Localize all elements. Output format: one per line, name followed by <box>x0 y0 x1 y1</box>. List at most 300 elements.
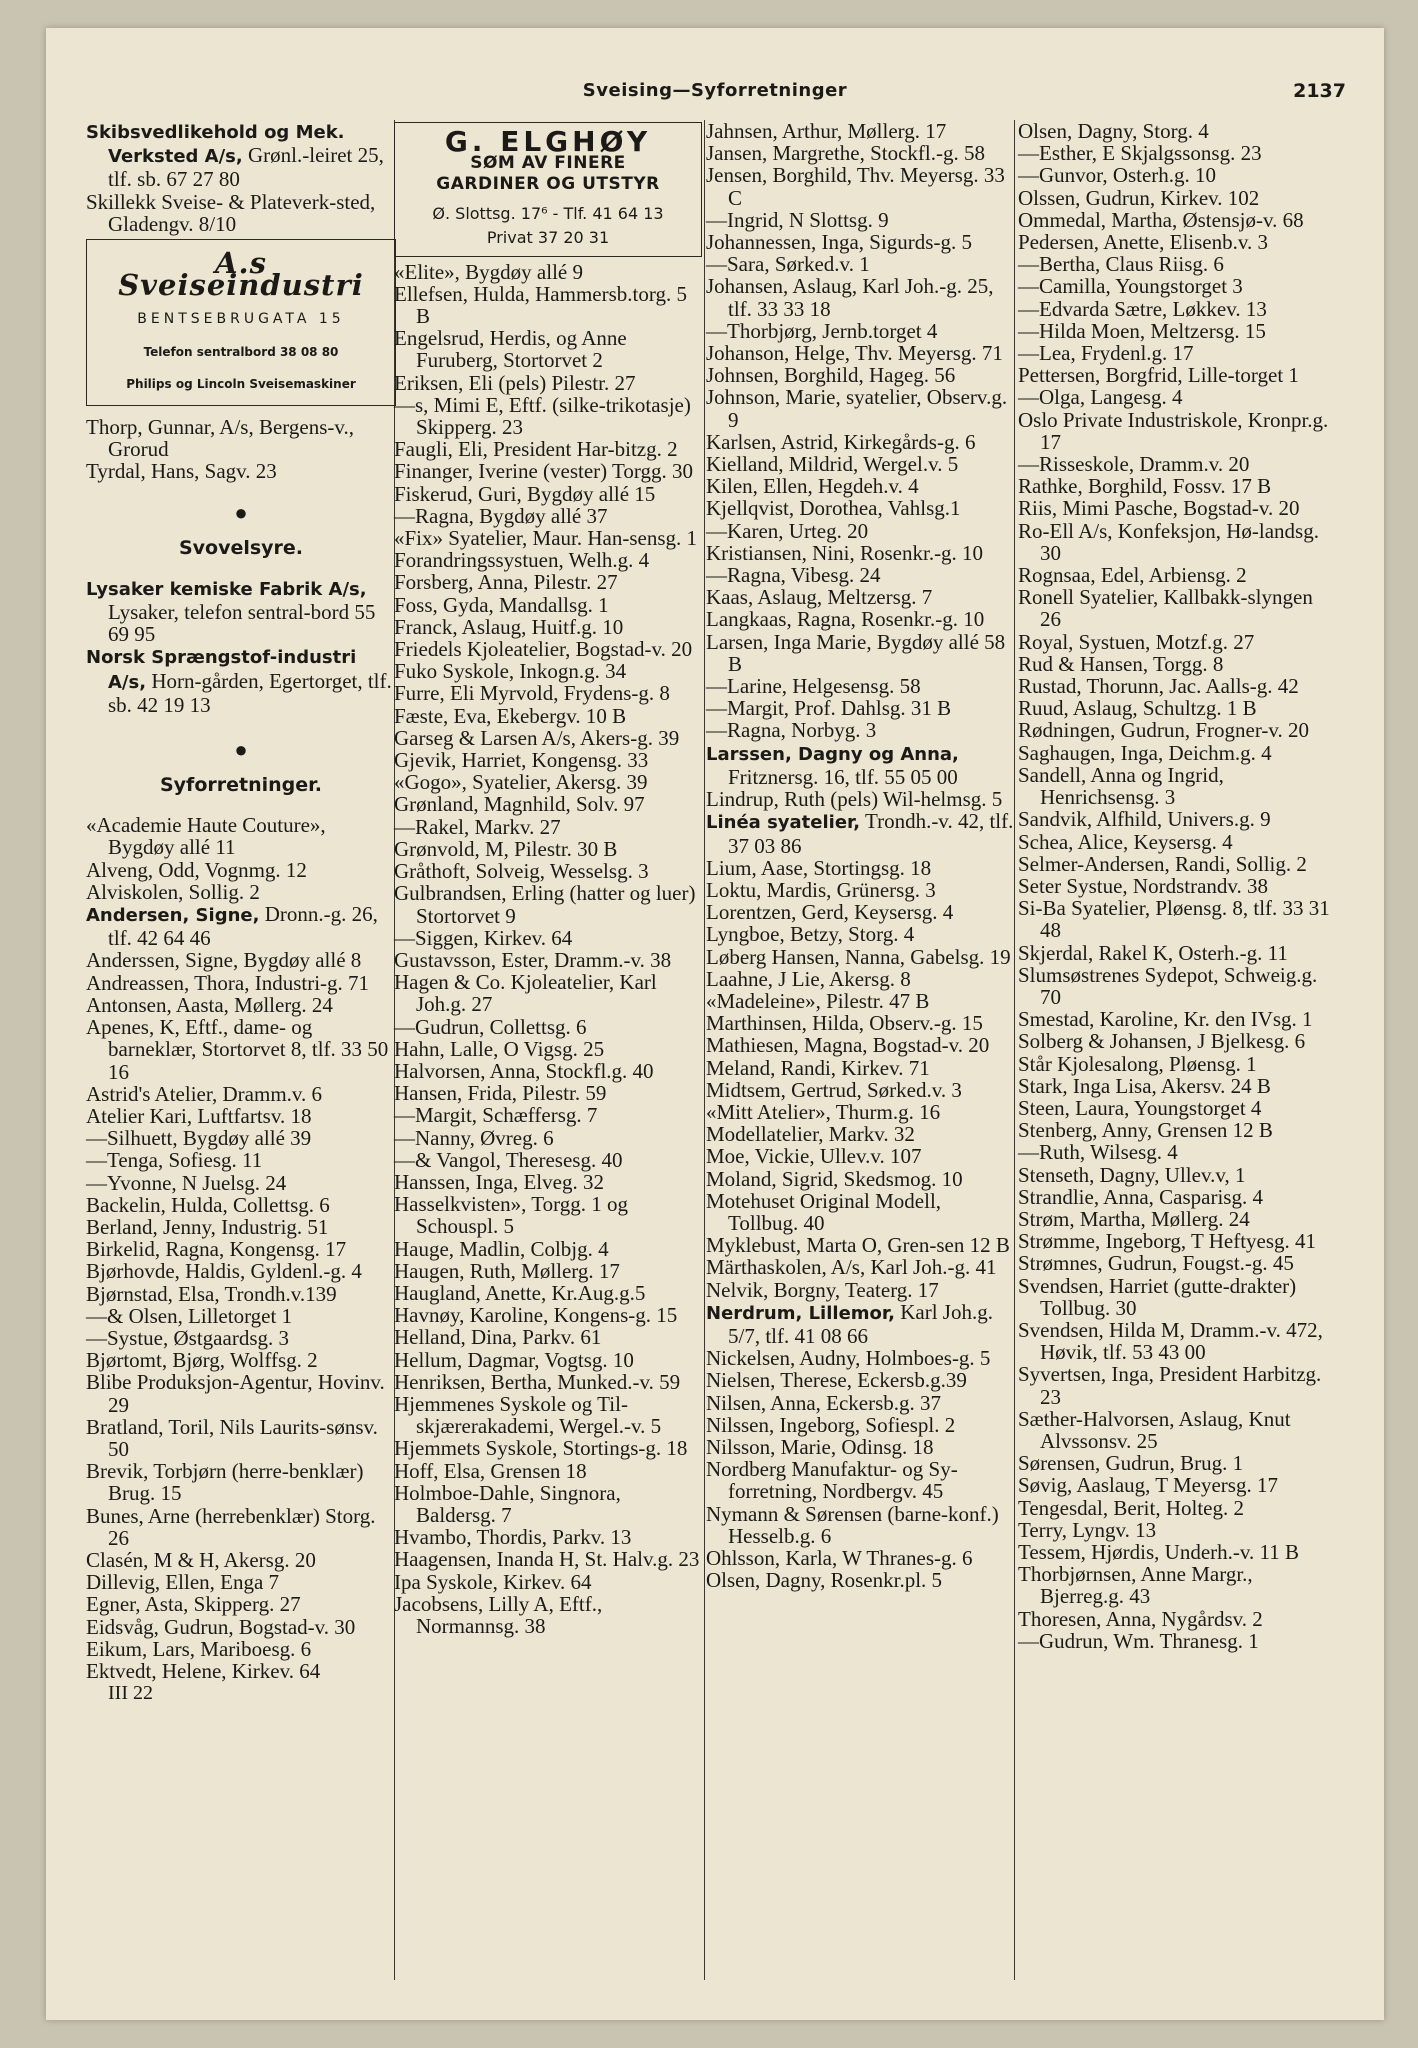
entry-text: Thorp, Gunnar, A/s, Bergens-v., Grorud <box>86 415 355 462</box>
entry-text: Smestad, Karoline, Kr. den IVsg. 1 <box>1018 1007 1313 1032</box>
entry-text: Terry, Lyngv. 13 <box>1018 1517 1157 1542</box>
col2-entry-list <box>394 261 702 1638</box>
directory-entry <box>1018 120 1338 142</box>
entry-bold-name: Lysaker kemiske Fabrik A/s, <box>86 578 367 600</box>
directory-entry <box>86 903 396 949</box>
directory-entry <box>1018 497 1338 519</box>
directory-entry <box>1018 520 1338 564</box>
entry-text: Ommedal, Martha, Østensjø-v. 68 <box>1018 207 1304 232</box>
directory-entry <box>86 972 396 994</box>
entry-text: Rathke, Borghild, Fossv. 17 B <box>1018 474 1272 499</box>
directory-entry <box>394 505 702 527</box>
entry-text: Fiskerud, Guri, Bygdøy allé 15 <box>394 481 656 506</box>
directory-entry <box>706 1123 1016 1145</box>
directory-entry <box>1018 697 1338 719</box>
entry-text: «Elite», Bygdøy allé 9 <box>394 259 583 284</box>
directory-entry <box>706 742 1016 788</box>
directory-entry <box>706 320 1016 342</box>
entry-text: Gråthoft, Solveig, Wesselsg. 3 <box>394 859 649 884</box>
entry-text: —Bertha, Claus Riisg. 6 <box>1018 252 1224 277</box>
entry-text: —s, Mimi E, Eftf. (silke-trikotasje) Skipperg. 23 <box>394 392 691 440</box>
entry-text: Haugland, Anette, Kr.Aug.g.5 <box>394 1280 646 1305</box>
entry-text: Bjørhovde, Haldis, Gyldenl.-g. 4 <box>86 1259 362 1284</box>
entry-text: Rognsaa, Edel, Arbiensg. 2 <box>1018 563 1247 588</box>
entry-text: Clasén, M & H, Akersg. 20 <box>86 1547 316 1572</box>
entry-text: Meland, Randi, Kirkev. 71 <box>706 1055 930 1080</box>
entry-text: Apenes, K, Eftf., dame- og barneklær, Stortorvet 8, tlf. 33 50 16 <box>86 1015 389 1084</box>
directory-entry <box>86 1616 396 1638</box>
entry-text: —& Vangol, Theresesg. 40 <box>394 1147 623 1172</box>
entry-text: Strømnes, Gudrun, Fougst.-g. 45 <box>1018 1251 1294 1276</box>
directory-entry <box>706 608 1016 630</box>
entry-text: —Ragna, Vibesg. 24 <box>706 563 881 588</box>
directory-entry <box>394 1349 702 1371</box>
entry-text: —Esther, E Skjalgssonsg. 23 <box>1018 141 1262 166</box>
entry-text: Engelsrud, Herdis, og Anne Furuberg, Stortorvet 2 <box>394 326 627 373</box>
entry-text: Sandvik, Alfhild, Univers.g. 9 <box>1018 807 1271 832</box>
entry-text: Backelin, Hulda, Collettsg. 6 <box>86 1192 330 1217</box>
directory-entry <box>394 1326 702 1348</box>
entry-text: Bjørnstad, Elsa, Trondh.v.139 <box>86 1281 337 1306</box>
entry-text: Lindrup, Ruth (pels) Wil-helmsg. 5 <box>706 787 1003 812</box>
directory-entry <box>706 1079 1016 1101</box>
col1-top-list <box>86 120 396 235</box>
directory-entry <box>706 1392 1016 1414</box>
directory-entry <box>1018 1497 1338 1519</box>
entry-text: Modellatelier, Markv. 32 <box>706 1122 915 1147</box>
entry-text: Ruud, Aslaug, Schultzg. 1 B <box>1018 696 1257 721</box>
directory-entry <box>706 631 1016 675</box>
entry-text: Hoff, Elsa, Grensen 18 <box>394 1458 587 1483</box>
directory-entry <box>1018 831 1338 853</box>
directory-entry <box>1018 586 1338 630</box>
entry-text: Moland, Sigrid, Skedsmog. 10 <box>706 1166 963 1191</box>
directory-entry <box>706 253 1016 275</box>
directory-entry <box>1018 386 1338 408</box>
directory-entry <box>1018 1230 1338 1252</box>
directory-entry <box>394 549 702 571</box>
directory-entry <box>86 1194 396 1216</box>
entry-text: —Camilla, Youngstorget 3 <box>1018 274 1243 299</box>
directory-entry <box>394 882 702 926</box>
directory-entry <box>86 814 396 858</box>
entry-bold-name: Linéa syatelier, <box>706 812 861 834</box>
entry-text: Nilsen, Anna, Eckersb.g. 37 <box>706 1390 942 1415</box>
col3-entry-list <box>706 120 1016 1591</box>
entry-text: Hellum, Dagmar, Vogtsg. 10 <box>394 1347 634 1372</box>
entry-text: Lysaker, telefon sentral-bord 55 69 95 <box>108 600 376 647</box>
directory-entry <box>394 1238 702 1260</box>
directory-entry <box>706 697 1016 719</box>
directory-entry <box>1018 298 1338 320</box>
directory-entry <box>1018 209 1338 231</box>
col4-entry-list <box>1018 120 1338 1652</box>
directory-entry <box>394 1437 702 1459</box>
entry-text: Gjevik, Harriet, Kongensg. 33 <box>394 748 649 773</box>
directory-entry <box>394 682 702 704</box>
entry-text: —Gudrun, Collettsg. 6 <box>394 1014 587 1039</box>
directory-entry <box>706 231 1016 253</box>
directory-entry <box>394 1193 702 1237</box>
directory-entry <box>86 859 396 881</box>
directory-entry <box>706 1012 1016 1034</box>
entry-text: Jansen, Margrethe, Stockfl.-g. 58 <box>706 141 985 166</box>
directory-entry <box>1018 231 1338 253</box>
directory-entry <box>706 497 1016 519</box>
directory-entry <box>706 901 1016 923</box>
entry-text: Haugen, Ruth, Møllerg. 17 <box>394 1258 620 1283</box>
directory-entry <box>1018 1119 1338 1141</box>
entry-text: Myklebust, Marta O, Gren-sen 12 B <box>706 1233 1010 1258</box>
entry-text: —& Olsen, Lilletorget 1 <box>86 1303 293 1328</box>
directory-entry <box>86 1593 396 1615</box>
directory-entry <box>1018 675 1338 697</box>
directory-entry <box>394 1082 702 1104</box>
directory-entry <box>86 1638 396 1660</box>
column-2 <box>394 120 702 1637</box>
entry-text: Saghaugen, Inga, Deichm.g. 4 <box>1018 740 1272 765</box>
directory-entry <box>394 1016 702 1038</box>
entry-text: Tessem, Hjørdis, Underh.-v. 11 B <box>1018 1540 1300 1564</box>
directory-entry <box>394 816 702 838</box>
entry-text: Alveng, Odd, Vognmg. 12 <box>86 857 307 882</box>
directory-entry <box>86 1660 396 1682</box>
directory-entry <box>394 860 702 882</box>
directory-entry <box>394 1393 702 1437</box>
bullet-icon: ● <box>234 499 248 525</box>
directory-entry <box>394 749 702 771</box>
entry-text: «Madeleine», Pilestr. 47 B <box>706 988 930 1013</box>
directory-entry <box>1018 1452 1338 1474</box>
signature-mark: III 22 <box>108 1682 153 1705</box>
ad-phone: Telefon sentralbord 38 08 80 <box>143 344 339 359</box>
directory-entry <box>706 788 1016 810</box>
entry-text: Selmer-Andersen, Randi, Sollig. 2 <box>1018 851 1307 876</box>
entry-text: Forsberg, Anna, Pilestr. 27 <box>394 570 618 595</box>
directory-entry <box>706 475 1016 497</box>
directory-entry <box>706 990 1016 1012</box>
directory-entry <box>1018 409 1338 453</box>
directory-entry <box>86 1305 396 1327</box>
entry-text: Pedersen, Anette, Elisenb.v. 3 <box>1018 230 1269 255</box>
entry-text: Nilsson, Marie, Odinsg. 18 <box>706 1434 934 1459</box>
entry-text: Strømme, Ingeborg, T Heftyesg. 41 <box>1018 1229 1317 1254</box>
entry-text: Helland, Dina, Parkv. 61 <box>394 1325 602 1350</box>
entry-text: Kjellqvist, Dorothea, Vahlsg.1 <box>706 496 961 521</box>
entry-text: Rødningen, Gudrun, Frogner-v. 20 <box>1018 718 1310 743</box>
sveiseindustri-advertisement <box>86 239 396 406</box>
entry-text: Steen, Laura, Youngstorget 4 <box>1018 1095 1262 1120</box>
entry-text: Moe, Vickie, Ullev.v. 107 <box>706 1144 922 1169</box>
directory-entry <box>394 1460 702 1482</box>
entry-text: —Karen, Urteg. 20 <box>706 518 869 543</box>
entry-text: Syvertsen, Inga, President Harbitzg. 23 <box>1018 1362 1322 1409</box>
entry-text: —Larine, Helgesensg. 58 <box>706 674 921 699</box>
entry-text: Finanger, Iverine (vester) Torgg. 30 <box>394 459 693 484</box>
entry-text: Ipa Syskole, Kirkev. 64 <box>394 1569 592 1594</box>
directory-entry <box>706 142 1016 164</box>
entry-text: Olsen, Dagny, Storg. 4 <box>1018 119 1209 143</box>
entry-text: Fritznersg. 16, tlf. 55 05 00 <box>728 764 958 789</box>
column-4 <box>1018 120 1338 1652</box>
directory-entry <box>706 1256 1016 1278</box>
directory-entry <box>394 771 702 793</box>
entry-text: Hasselkvisten», Torgg. 1 og Schouspl. 5 <box>394 1192 628 1239</box>
directory-entry <box>706 719 1016 741</box>
directory-entry <box>86 1083 396 1105</box>
entry-text: Hanssen, Inga, Elveg. 32 <box>394 1169 604 1194</box>
directory-entry <box>1018 1363 1338 1407</box>
directory-entry <box>706 1034 1016 1056</box>
entry-text: «Fix» Syatelier, Maur. Han-sensg. 1 <box>394 526 698 551</box>
entry-text: Johansen, Aslaug, Karl Joh.-g. 25, tlf. 33 33 18 <box>706 274 994 321</box>
entry-text: Dillevig, Ellen, Enga 7 <box>86 1570 280 1595</box>
entry-text: Hansen, Frida, Pilestr. 59 <box>394 1081 607 1106</box>
directory-entry <box>706 923 1016 945</box>
entry-text: Berland, Jenny, Industrig. 51 <box>86 1214 329 1239</box>
directory-entry <box>394 327 702 371</box>
directory-entry <box>394 638 702 660</box>
entry-text: Nelvik, Borgny, Teaterg. 17 <box>706 1277 939 1302</box>
directory-entry <box>1018 164 1338 186</box>
section-heading-syforretninger: Syforretninger. <box>159 774 323 797</box>
directory-entry <box>1018 875 1338 897</box>
directory-entry <box>1018 1186 1338 1208</box>
entry-text: Märthaskolen, A/s, Karl Joh.-g. 41 <box>706 1255 997 1280</box>
directory-entry <box>1018 1164 1338 1186</box>
entry-text: Rustad, Thorunn, Jac. Aalls-g. 42 <box>1018 674 1299 699</box>
entry-text: Larsen, Inga Marie, Bygdøy allé 58 B <box>706 629 1006 676</box>
directory-entry <box>1018 808 1338 830</box>
entry-text: Tengesdal, Berit, Holteg. 2 <box>1018 1495 1244 1520</box>
directory-entry <box>706 1347 1016 1369</box>
directory-entry <box>86 1327 396 1349</box>
entry-text: Svendsen, Hilda M, Dramm.-v. 472, Høvik, tlf. 53 43 00 <box>1018 1317 1323 1365</box>
directory-page <box>46 28 1384 2020</box>
entry-text: Midtsem, Gertrud, Sørked.v. 3 <box>706 1077 962 1102</box>
entry-text: Furre, Eli Myrvold, Frydens-g. 8 <box>394 681 670 706</box>
directory-entry <box>706 164 1016 208</box>
directory-entry <box>394 1060 702 1082</box>
directory-entry <box>1018 475 1338 497</box>
entry-text: Skjerdal, Rakel K, Osterh.-g. 11 <box>1018 940 1288 965</box>
entry-text: —Ingrid, N Slottsg. 9 <box>706 207 889 232</box>
directory-entry <box>1018 942 1338 964</box>
ad-brands: Philips og Lincoln Sveisemaskiner <box>126 376 356 391</box>
entry-text: —Yvonne, N Juelsg. 24 <box>86 1170 287 1195</box>
entry-bold-name: Andersen, Signe, <box>86 905 260 927</box>
page-header-title: Sveising—Syforretninger <box>582 80 848 101</box>
directory-entry <box>394 838 702 860</box>
entry-text: Riis, Mimi Pasche, Bogstad-v. 20 <box>1018 496 1300 521</box>
entry-text: Stark, Inga Lisa, Akersv. 24 B <box>1018 1073 1271 1098</box>
entry-text: Bunes, Arne (herrebenklær) Storg. 26 <box>86 1503 376 1550</box>
directory-entry <box>706 1458 1016 1502</box>
directory-entry <box>394 483 702 505</box>
directory-entry <box>1018 1075 1338 1097</box>
entry-text: Lium, Aase, Stortingsg. 18 <box>706 855 932 880</box>
entry-text: Sæther-Halvorsen, Aslaug, Knut Alvssonsv. 25 <box>1018 1406 1291 1453</box>
directory-entry <box>706 275 1016 319</box>
entry-text: Loktu, Mardis, Grünersg. 3 <box>706 877 936 902</box>
directory-entry <box>394 1127 702 1149</box>
directory-entry <box>1018 1053 1338 1075</box>
entry-text: Hagen & Co. Kjoleatelier, Karl Joh.g. 27 <box>394 970 657 1017</box>
directory-entry <box>706 675 1016 697</box>
directory-entry <box>86 1238 396 1260</box>
directory-entry <box>86 1460 396 1504</box>
directory-entry <box>86 191 396 235</box>
entry-text: Eriksen, Eli (pels) Pilestr. 27 <box>394 370 636 395</box>
entry-text: Ro-Ell A/s, Konfeksjon, Hø-landsg. 30 <box>1018 518 1319 565</box>
entry-text: Antonsen, Aasta, Møllerg. 24 <box>86 992 333 1017</box>
directory-entry <box>1018 1608 1338 1630</box>
directory-entry <box>706 968 1016 990</box>
entry-bold-name: Larssen, Dagny og Anna, <box>706 743 959 765</box>
entry-text: Gulbrandsen, Erling (hatter og luer) Stortorvet 9 <box>394 881 696 928</box>
directory-entry <box>86 416 396 460</box>
directory-entry <box>394 1260 702 1282</box>
directory-entry <box>394 949 702 971</box>
directory-entry <box>394 793 702 815</box>
entry-text: Thoresen, Anna, Nygårdsv. 2 <box>1018 1606 1263 1631</box>
directory-entry <box>1018 564 1338 586</box>
entry-text: Blibe Produksjon-Agentur, Hovinv. 29 <box>86 1370 385 1417</box>
directory-entry <box>394 1371 702 1393</box>
entry-text: Ektvedt, Helene, Kirkev. 64 <box>86 1658 321 1683</box>
directory-entry <box>1018 1563 1338 1607</box>
directory-entry <box>1018 1630 1338 1652</box>
ad-street: BENTSEBRUGATA 15 <box>137 311 345 328</box>
directory-entry <box>394 1038 702 1060</box>
entry-text: Atelier Kari, Luftfartsv. 18 <box>86 1103 312 1128</box>
directory-entry <box>394 527 702 549</box>
directory-entry <box>1018 719 1338 741</box>
entry-text: —Sara, Sørked.v. 1 <box>706 252 870 277</box>
entry-text: Halvorsen, Anna, Stockfl.g. 40 <box>394 1058 654 1083</box>
entry-text: «Mitt Atelier», Thurm.g. 16 <box>706 1099 941 1124</box>
directory-entry <box>1018 1030 1338 1052</box>
entry-text: Johanson, Helge, Thv. Meyersg. 71 <box>706 341 1003 366</box>
bullet-icon: ● <box>234 737 248 763</box>
directory-entry <box>706 120 1016 142</box>
directory-entry <box>1018 742 1338 764</box>
directory-entry <box>706 364 1016 386</box>
directory-entry <box>706 342 1016 364</box>
directory-entry <box>394 372 702 394</box>
directory-entry <box>1018 653 1338 675</box>
entry-text: Nilssen, Ingeborg, Sofiespl. 2 <box>706 1412 956 1437</box>
entry-text: Egner, Asta, Skipperg. 27 <box>86 1592 301 1617</box>
directory-entry <box>394 394 702 438</box>
directory-entry <box>394 727 702 749</box>
column-divider <box>704 120 705 1980</box>
directory-entry <box>1018 320 1338 342</box>
directory-entry <box>86 1283 396 1305</box>
entry-text: Søvig, Aaslaug, T Meyersg. 17 <box>1018 1473 1278 1498</box>
entry-text: —Siggen, Kirkev. 64 <box>394 925 573 950</box>
entry-text: Marthinsen, Hilda, Observ.-g. 15 <box>706 1011 983 1036</box>
directory-entry <box>394 1171 702 1193</box>
entry-bold-name: Skibsvedlikehold og Mek. Verksted A/s, <box>86 122 345 168</box>
entry-text: Står Kjolesalong, Pløensg. 1 <box>1018 1051 1257 1076</box>
directory-entry <box>86 949 396 971</box>
ad-company-name: A.s Sveiseindustri <box>118 246 364 303</box>
entry-text: Bjørtomt, Bjørg, Wolffsg. 2 <box>86 1348 318 1373</box>
directory-entry <box>394 1482 702 1526</box>
entry-text: —Ragna, Bygdøy allé 37 <box>394 503 608 528</box>
directory-entry <box>706 946 1016 968</box>
entry-text: Ohlsson, Karla, W Thranes-g. 6 <box>706 1546 973 1570</box>
directory-entry <box>706 1057 1016 1079</box>
entry-text: Strøm, Martha, Møllerg. 24 <box>1018 1206 1250 1231</box>
directory-entry <box>1018 1541 1338 1563</box>
svovelsyre-list <box>86 577 396 716</box>
entry-text: Kilen, Ellen, Hegdeh.v. 4 <box>706 474 919 499</box>
col1-mid-list <box>86 416 396 483</box>
directory-entry <box>706 1301 1016 1347</box>
column-3 <box>706 120 1016 1591</box>
entry-text: Johnson, Marie, syatelier, Observ.g. 9 <box>706 385 1008 432</box>
directory-entry <box>706 879 1016 901</box>
entry-text: Holmboe-Dahle, Singnora, Baldersg. 7 <box>394 1480 621 1527</box>
entry-text: Hjemmenes Syskole og Til-skjærerakademi, Wergel.-v. 5 <box>394 1391 662 1439</box>
section-heading-svovelsyre: Svovelsyre. <box>178 536 304 559</box>
entry-text: Sørensen, Gudrun, Brug. 1 <box>1018 1451 1244 1476</box>
directory-entry <box>706 1101 1016 1123</box>
entry-text: Franck, Aslaug, Huitf.g. 10 <box>394 614 624 639</box>
entry-text: Jacobsens, Lilly A, Eftf., Normannsg. 38 <box>394 1591 603 1638</box>
entry-text: Schea, Alice, Keysersg. 4 <box>1018 829 1233 854</box>
directory-entry <box>394 616 702 638</box>
entry-text: —Risseskole, Dramm.v. 20 <box>1018 452 1250 477</box>
entry-text: Skillekk Sveise- & Plateverk-sted, Gladengv. 8/10 <box>86 189 376 236</box>
entry-text: Eikum, Lars, Mariboesg. 6 <box>86 1636 312 1661</box>
entry-text: —Silhuett, Bygdøy allé 39 <box>86 1126 312 1151</box>
directory-entry <box>706 1436 1016 1458</box>
entry-text: —Ragna, Norbyg. 3 <box>706 718 877 743</box>
entry-text: Strandlie, Anna, Casparisg. 4 <box>1018 1184 1263 1209</box>
entry-text: —Tenga, Sofiesg. 11 <box>86 1148 263 1173</box>
entry-text: Havnøy, Karoline, Kongens-g. 15 <box>394 1303 678 1328</box>
entry-text: —Lea, Frydenl.g. 17 <box>1018 341 1194 366</box>
directory-entry <box>394 594 702 616</box>
entry-text: Kristiansen, Nini, Rosenkr.-g. 10 <box>706 540 984 565</box>
entry-text: Karl Joh.g. 5/7, tlf. 41 08 66 <box>728 1299 993 1348</box>
directory-entry <box>706 453 1016 475</box>
entry-text: Thorbjørnsen, Anne Margr., Bjerreg.g. 43 <box>1018 1562 1253 1609</box>
directory-entry <box>394 1149 702 1171</box>
column-1 <box>86 120 396 1704</box>
entry-text: Mathiesen, Magna, Bogstad-v. 20 <box>706 1033 990 1058</box>
directory-entry <box>1018 453 1338 475</box>
directory-entry <box>1018 631 1338 653</box>
directory-entry <box>394 660 702 682</box>
directory-entry <box>86 994 396 1016</box>
directory-entry <box>394 1593 702 1637</box>
directory-entry <box>706 857 1016 879</box>
directory-entry <box>706 1168 1016 1190</box>
directory-entry <box>394 571 702 593</box>
entry-text: Fuko Syskole, Inkogn.g. 34 <box>394 659 627 684</box>
directory-entry <box>706 1279 1016 1301</box>
entry-text: Oslo Private Industriskole, Kronpr.g. 17 <box>1018 407 1329 454</box>
directory-entry <box>1018 1141 1338 1163</box>
directory-entry <box>1018 1408 1338 1452</box>
directory-entry <box>1018 1097 1338 1119</box>
directory-entry <box>86 1371 396 1415</box>
directory-entry <box>706 520 1016 542</box>
